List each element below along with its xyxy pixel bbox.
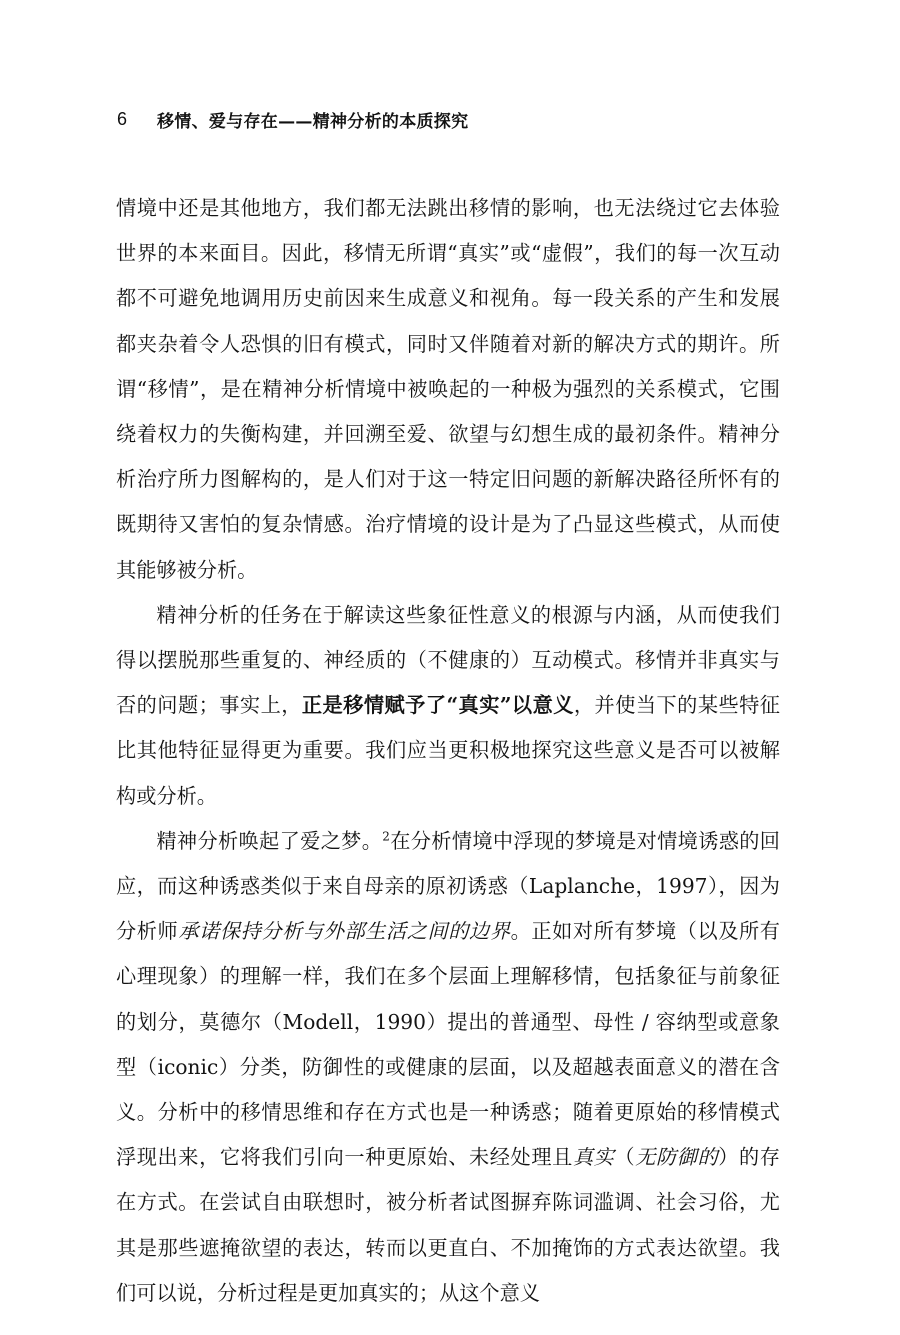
paragraph-2 — [116, 593, 780, 819]
paragraph-3-emphasis-undefended: 无防御的 — [635, 1145, 719, 1170]
paragraph-3-part-2: 在分析情境中浮现的梦境是对情境诱惑的回应，而这种诱惑类似于来自母亲的原初诱惑（Laplanche，1997），因为分析师 — [116, 828, 780, 944]
footnote-marker: 2 — [382, 829, 390, 844]
running-header — [117, 104, 468, 134]
paragraph-3-part-3: 。正如对所有梦境（以及所有心理现象）的理解一样，我们在多个层面上理解移情，包括象征与前象征的划分，莫德尔（Modell，1990）提出的普通型、母性 / 容纳型或意象型（iconic）分类，防御性的或健康的层面，以及超越表面意义的潜在含义。分析中的移情思维和存在方式也是一种诱惑；随着更原始的移情模式浮现出来，它将我们引向一种更原始、未经处理且 — [116, 919, 780, 1170]
paragraph-2-part-1: 精神分析的任务在于解读这些象征性意义的根源与内涵，从而使我们得以摆脱那些重复的、神经质的（不健康的）互动模式。移情并非真实与否的问题；事实上， — [116, 602, 780, 718]
paragraph-3-part-4: （ — [614, 1145, 636, 1170]
paragraph-1: 情境中还是其他地方，我们都无法跳出移情的影响，也无法绕过它去体验世界的本来面目。因此，移情无所谓“真实”或“虚假”，我们的每一次互动都不可避免地调用历史前因来生成意义和视角。每一段关系的产生和发展都夹杂着令人恐惧的旧有模式，同时又伴随着对新的解决方式的期许。所谓“移情”，是在精神分析情境中被唤起的一种极为强烈的关系模式，它围绕着权力的失衡构建，并回溯至爱、欲望与幻想生成的最初条件。精神分析治疗所力图解构的，是人们对于这一特定旧问题的新解决路径所怀有的既期待又害怕的复杂情感。治疗情境的设计是为了凸显这些模式，从而使其能够被分析。 — [116, 196, 780, 582]
paragraph-3-part-5: ）的存在方式。在尝试自由联想时，被分析者试图摒弃陈词滥调、社会习俗，尤其是那些遮掩欲望的表达，转而以更直白、不加掩饰的方式表达欲望。我们可以说，分析过程是更加真实的；从这个意义 — [116, 1145, 780, 1305]
body-text — [116, 186, 780, 1316]
running-title: 移情、爱与存在——精神分析的本质探究 — [157, 111, 469, 132]
paragraph-3 — [116, 819, 780, 1316]
paragraph-3-emphasis-boundary: 承诺保持分析与外部生活之间的边界 — [178, 919, 511, 944]
paragraph-3-part-1: 精神分析唤起了爱之梦。 — [156, 828, 383, 853]
paragraph-3-emphasis-real: 真实 — [572, 1145, 615, 1170]
page-number: 6 — [117, 108, 128, 129]
paragraph-2-bold-phrase: 正是移情赋予了“真实”以意义 — [301, 693, 574, 718]
paragraph-2-part-2: ，并使当下的某些特征比其他特征显得更为重要。我们应当更积极地探究这些意义是否可以被解构或分析。 — [116, 693, 780, 808]
